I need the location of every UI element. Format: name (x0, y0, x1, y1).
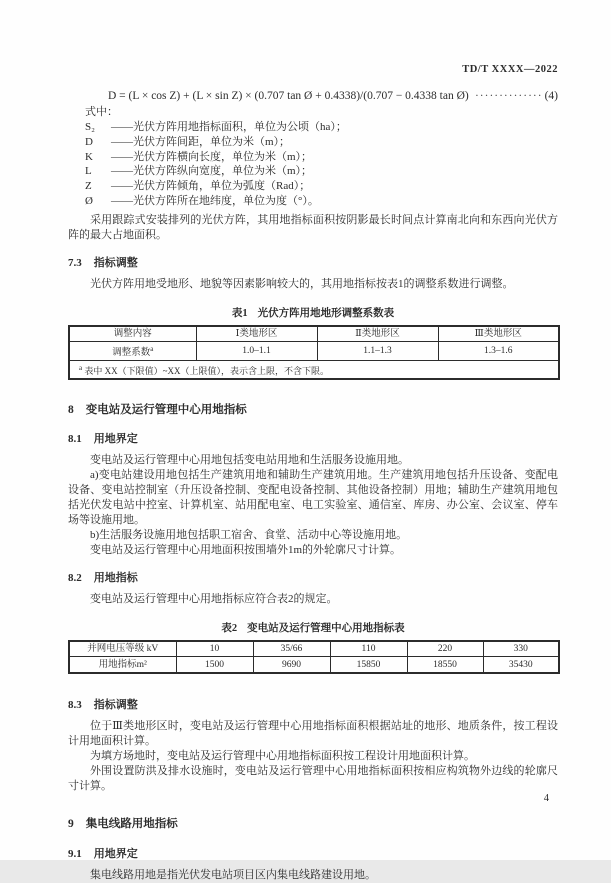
formula-leader-dots: ·············· (474, 90, 543, 102)
paragraph-8-3: 位于Ⅲ类地形区时，变电站及运行管理中心用地指标面积根据站址的地形、地质条件，按工程设计用地面积计算。 (68, 719, 558, 747)
paragraph-8-3: 外围设置防洪及排水设施时，变电站及运行管理中心用地指标面积按相应构筑物外边线的轮廓尺寸计算。 (68, 764, 558, 792)
table1-title (68, 305, 558, 320)
table2-label: 表2 (221, 622, 238, 634)
paragraph-8-2: 变电站及运行管理中心用地指标应符合表2的规定。 (90, 592, 338, 605)
symbol-description: ——光伏方阵倾角，单位为弧度（Rad）； (111, 180, 311, 193)
paragraph-tracking-note: 采用跟踪式安装排列的光伏方阵，其用地指标面积按阴影最长时间点计算南北向和东西向光伏方阵的最大占地面积。 (68, 213, 558, 241)
table1-header-cell: Ⅰ类地形区 (196, 326, 317, 342)
table2-value-cell: 1500 (176, 657, 253, 673)
table2-value-cell: 220 (407, 641, 483, 657)
paragraph-8-3: 为填方场地时，变电站及运行管理中心用地指标面积按工程设计用地面积计算。 (90, 749, 475, 762)
table2-value-cell: 35/66 (253, 641, 330, 657)
table2-value-cell: 35430 (483, 657, 559, 673)
heading-title: 用地界定 (93, 432, 138, 445)
table2-value-cell: 330 (483, 641, 559, 657)
symbol: L (85, 165, 92, 178)
heading-number: 8 (68, 403, 74, 416)
symbol: Ø (85, 194, 93, 207)
table2-value-cell: 18550 (407, 657, 483, 673)
table2-value-cell: 9690 (253, 657, 330, 673)
heading-8-1 (68, 432, 558, 446)
standard-code: TD/T XXXX—2022 (462, 64, 558, 75)
table1-data-row (69, 341, 559, 360)
table2-title (68, 620, 558, 635)
footnote-text: 表中 XX（下限值）~XX（上限值），表示含上限，不含下限。 (84, 365, 329, 376)
table1-value-cell: 1.3–1.6 (438, 341, 559, 360)
table2-row-label: 并网电压等级 kV (69, 641, 176, 657)
paragraph-8-1: 变电站及运行管理中心用地面积按围墙外1m的外轮廓尺寸计算。 (90, 543, 402, 556)
symbol-description: ——光伏方阵横向长度，单位为米（m）； (111, 150, 313, 163)
symbol-definition (68, 150, 558, 165)
heading-number: 7.3 (68, 256, 82, 269)
heading-title: 指标调整 (93, 698, 138, 711)
row-label-text: 调整系数 (112, 347, 151, 358)
symbol: D (85, 135, 93, 148)
symbol-definition (68, 135, 558, 150)
symbol-definition-list (68, 120, 558, 209)
table2-value-cell: 15850 (330, 657, 407, 673)
heading-8-3 (68, 698, 558, 712)
symbol: K (85, 150, 93, 163)
table2-name: 变电站及运行管理中心用地指标表 (247, 622, 405, 634)
table2-row-label: 用地指标m² (69, 657, 176, 673)
table2-value-cell: 110 (330, 641, 407, 657)
heading-9-1 (68, 847, 558, 861)
table2 (68, 640, 560, 674)
table1-header-cell: Ⅱ类地形区 (317, 326, 438, 342)
heading-number: 8.1 (68, 432, 82, 445)
table1-value-cell: 1.1–1.3 (317, 341, 438, 360)
table1-footnote-row (69, 360, 559, 379)
symbol-description: ——光伏方阵所在地纬度，单位为度（°）。 (111, 194, 319, 207)
table1-value-cell: 1.0–1.1 (196, 341, 317, 360)
symbol-description: ——光伏方阵用地指标面积，单位为公顷（ha）； (111, 121, 347, 133)
symbol: S₂ (85, 121, 95, 133)
symbol-description: ——光伏方阵间距，单位为米（m）； (111, 135, 291, 148)
formula-4 (68, 90, 558, 102)
heading-number: 9.1 (68, 847, 82, 860)
table2-indicator-row (69, 657, 559, 673)
symbol-definition (68, 164, 558, 179)
heading-9 (68, 817, 558, 831)
heading-number: 9 (68, 817, 74, 830)
page-header (68, 64, 558, 75)
symbol: Z (85, 180, 92, 193)
paragraph-8-1: 变电站及运行管理中心用地包括变电站用地和生活服务设施用地。 (90, 453, 409, 466)
formula-number: (4) (544, 90, 558, 102)
symbol-definition (68, 120, 558, 135)
formula-where-label: 式中： (85, 106, 118, 118)
heading-title: 用地界定 (93, 847, 138, 860)
symbol-definition (68, 194, 558, 209)
table1-name: 光伏方阵用地地形调整系数表 (257, 307, 395, 319)
table1-row-label (69, 341, 196, 360)
footnote-marker: a (79, 363, 83, 372)
paragraph-7-3: 光伏方阵用地受地形、地貌等因素影响较大的，其用地指标按表1的调整系数进行调整。 (90, 277, 514, 290)
formula-expression: D = (L × cos Z) + (L × sin Z) × (0.707 tan Ø + 0.4338)/(0.707 − 0.4338 tan Ø) (108, 90, 469, 102)
table1-header-row (69, 326, 559, 342)
table1-footnote (69, 360, 559, 379)
heading-title: 集电线路用地指标 (85, 817, 178, 830)
table2-voltage-row (69, 641, 559, 657)
heading-7-3 (68, 256, 558, 270)
table1 (68, 325, 560, 380)
paragraph-8-1: b)生活服务设施用地包括职工宿舍、食堂、活动中心等设施用地。 (90, 528, 408, 541)
paragraph-8-1: a)变电站建设用地包括生产建筑用地和辅助生产建筑用地。生产建筑用地包括升压设备、变配电设备、变电站控制室（升压设备控制、变配电设备控制、其他设备控制）用地；辅助生产建筑用地包括光伏发电站中控室、计算机室、站用配电室、电工实验室、通信室、库房、办公室、会议室、停车场等设施用地。 (68, 468, 558, 526)
page-number: 4 (543, 793, 549, 804)
heading-title: 指标调整 (93, 256, 138, 269)
heading-8-2 (68, 571, 558, 585)
paragraph-9-1: 集电线路用地是指光伏发电站项目区内集电线路建设用地。 (90, 868, 376, 881)
table1-header-cell: 调整内容 (69, 326, 196, 342)
symbol-definition (68, 179, 558, 194)
row-label-note-marker: a (150, 344, 154, 353)
table1-header-cell: Ⅲ类地形区 (438, 326, 559, 342)
table1-label: 表1 (231, 307, 248, 319)
heading-title: 变电站及运行管理中心用地指标 (85, 403, 247, 416)
heading-title: 用地指标 (93, 571, 138, 584)
heading-number: 8.2 (68, 571, 82, 584)
heading-number: 8.3 (68, 698, 82, 711)
heading-8 (68, 403, 558, 417)
symbol-description: ——光伏方阵纵向宽度，单位为米（m）； (111, 165, 313, 178)
table2-value-cell: 10 (176, 641, 253, 657)
